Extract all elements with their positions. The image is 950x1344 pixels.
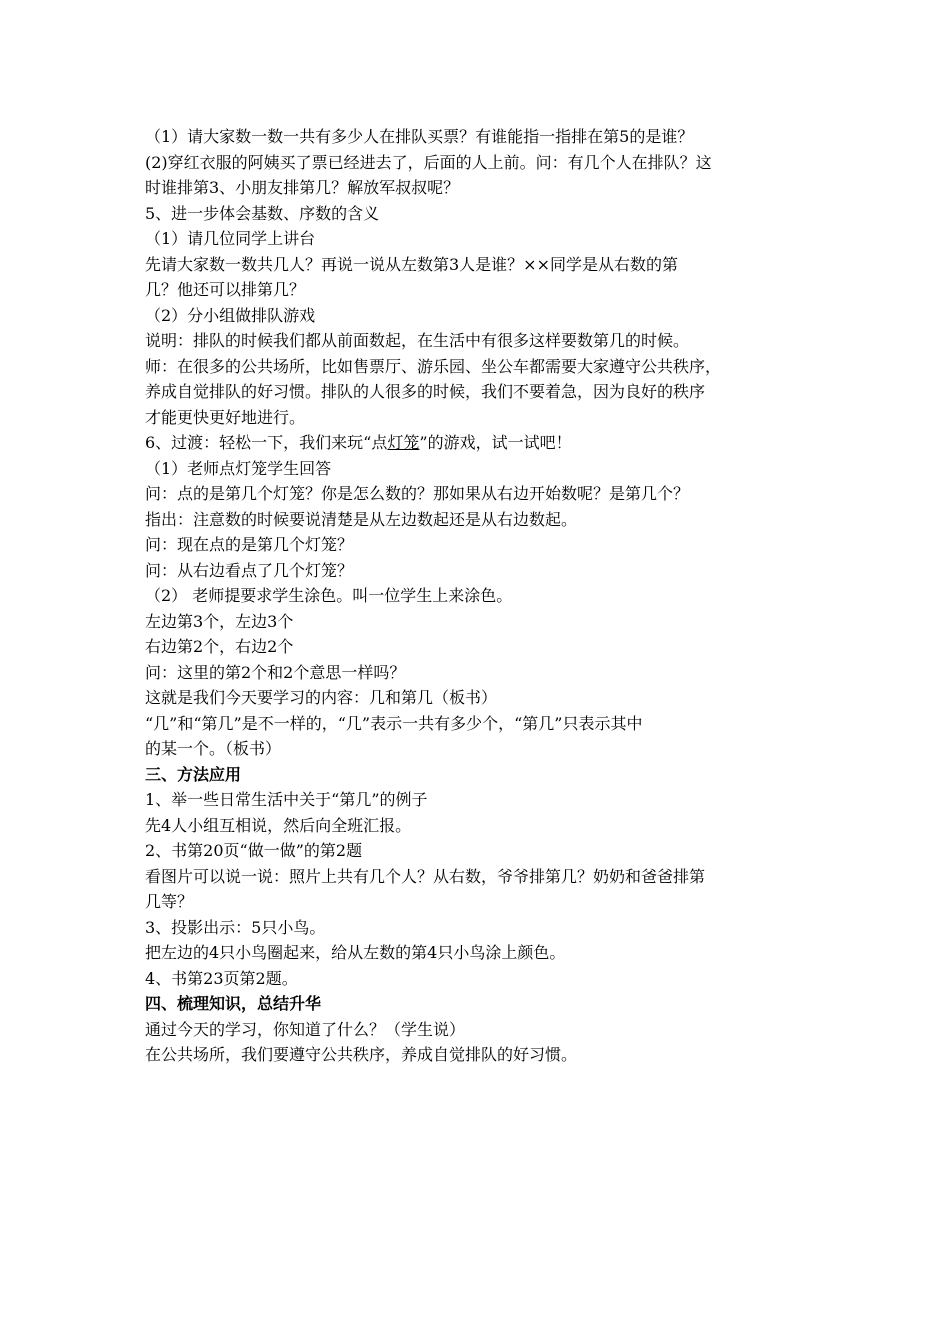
text-line: 问：现在点的是第几个灯笼？: [145, 535, 354, 554]
text-line: 看图片可以说一说：照片上共有几个人？从右数，爷爷排第几？奶奶和爸爸排第: [145, 866, 706, 886]
text-line: 问：点的是第几个灯笼？你是怎么数的？那如果从右边开始数呢？是第几个？: [145, 484, 690, 503]
text-line: 师：在很多的公共场所，比如售票厅、游乐园、坐公车都需要大家遵守公共秩序，: [145, 356, 722, 376]
text-line: 几？他还可以排第几？: [145, 280, 306, 299]
text-line: 时谁排第3、小朋友排第几？解放军叔叔呢？: [145, 178, 460, 197]
text-line: 先请大家数一数共几人？再说一说从左数第3人是谁？××同学是从右数的第: [145, 254, 678, 274]
text-line: 2、书第20页“做一做”的第2题: [145, 841, 363, 860]
text-line: 养成自觉排队的好习惯。排队的人很多的时候，我们不要着急，因为良好的秩序: [145, 382, 706, 401]
text-line: “几”和“第几”是不一样的，“几”表示一共有多少个，“第几”只表示其中: [145, 713, 643, 733]
text-line: 指出：注意数的时候要说清楚是从左边数起还是从右边数起。: [145, 509, 578, 529]
text-line: （1）请大家数一数一共有多少人在排队买票？有谁能指一指排在第5的是谁？: [145, 127, 694, 146]
text-line: 1、举一些日常生活中关于“第几”的例子: [145, 790, 428, 809]
underlined-term: 灯笼: [387, 433, 420, 452]
text-line: 在公共场所，我们要遵守公共秩序，养成自觉排队的好习惯。: [145, 1045, 578, 1064]
text-segment: ”的游戏，试一试吧！: [419, 433, 572, 452]
text-line: （1）老师点灯笼学生回答: [145, 458, 332, 478]
text-line: 左边第3个，左边3个: [145, 611, 294, 631]
text-line: 4、书第23页第2题。: [145, 968, 298, 988]
text-line: 3、投影出示：5只小鸟。: [145, 917, 326, 937]
text-line: 的某一个。（板书）: [145, 739, 282, 758]
text-line: （2）分小组做排队游戏: [145, 305, 316, 325]
text-line: 问：这里的第2个和2个意思一样吗？: [145, 662, 406, 682]
text-line: 说明：排队的时候我们都从前面数起，在生活中有很多这样要数第几的时候。: [145, 331, 690, 350]
text-line: 把左边的4只小鸟圈起来，给从左数的第4只小鸟涂上颜色。: [145, 943, 566, 962]
text-line: 先4人小组互相说，然后向全班汇报。: [145, 815, 412, 835]
text-line: 右边第2个，右边2个: [145, 637, 294, 656]
section-heading: 三、方法应用: [145, 764, 242, 784]
text-line: 这就是我们今天要学习的内容：几和第几（板书）: [145, 688, 498, 707]
text-line: 问：从右边看点了几个灯笼？: [145, 560, 354, 580]
section-heading: 四、梳理知识，总结升华: [145, 994, 322, 1013]
text-line: (2)穿红衣服的阿姨买了票已经进去了，后面的人上前。问：有几个人在排队？这: [145, 152, 712, 172]
text-line: 才能更快更好地进行。: [145, 407, 306, 427]
text-line: （1）请几位同学上讲台: [145, 229, 316, 248]
text-segment: 6、过渡：轻松一下，我们来玩“点: [145, 433, 388, 452]
text-line: 几等？: [145, 892, 194, 911]
text-line: 5、进一步体会基数、序数的含义: [145, 203, 380, 223]
document-page: [145, 124, 815, 1068]
text-line-with-underline: [145, 430, 815, 456]
text-line: （2） 老师提要求学生涂色。叫一位学生上来涂色。: [145, 586, 513, 605]
text-line: 通过今天的学习，你知道了什么？（学生说）: [145, 1019, 466, 1039]
